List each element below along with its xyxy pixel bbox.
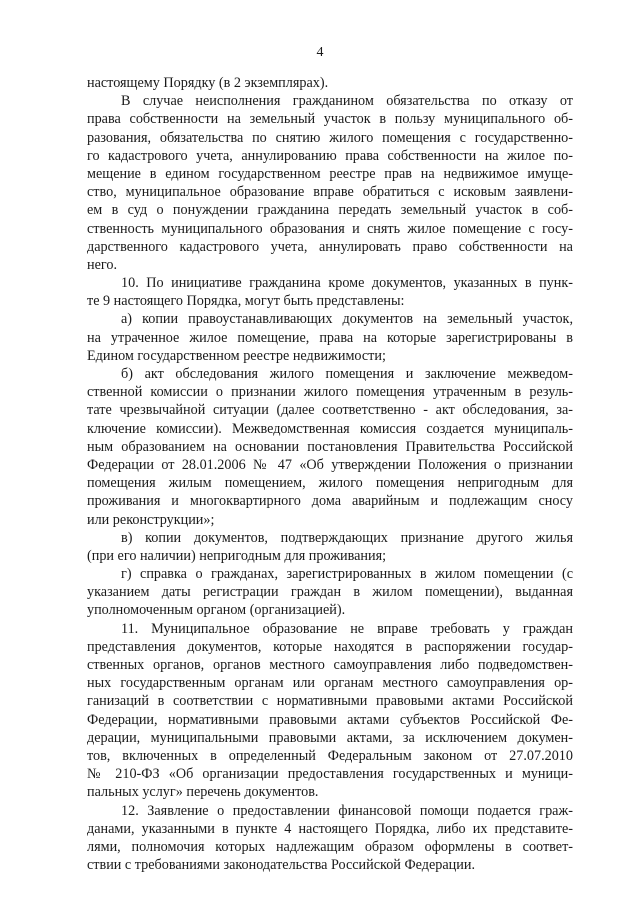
text-line: ствии с требованиями законодательства Российской Федерации. [87,857,475,874]
text-line: г) справка о гражданах, зарегистрированных в жилом помещении (с [121,566,573,583]
text-line: 11. Муниципальное образование не вправе требовать у граждан [121,620,573,637]
text-line: тов, включенных в определенный Федеральным законом от 27.07.2010 [87,747,573,764]
text-line: ем в суд о понуждении гражданина передать земельный участок в соб- [87,202,573,219]
text-line: Федерации от 28.01.2006 № 47 «Об утверждении Положения о признании [87,456,573,473]
text-line: го кадастрового учета, аннулированию права собственности на жилое по- [87,147,573,164]
text-line: дарственного кадастрового учета, аннулировать право собственности на [87,238,573,255]
text-line: Федерации, нормативными правовыми актами субъектов Российской Фе- [87,711,573,728]
text-line: дерации, муниципальными правовыми актами, за исключением докумен- [87,729,573,746]
text-line: ственных органов, органов местного самоуправления либо подведомствен- [87,657,573,673]
text-line: Едином государственном реестре недвижимости; [87,347,386,364]
text-line: тате чрезвычайной ситуации (далее соответственно - акт обследования, за- [87,402,573,419]
text-line: ганизаций в соответствии с нормативными правовыми актами Российской [87,693,573,710]
text-line: разования, обязательства по снятию жилого помещения с государственно- [87,129,573,146]
text-line: представления документов, которые находятся в распоряжении государ- [87,638,573,655]
text-line: права собственности на земельный участок в пользу муниципального об- [87,111,573,128]
text-line: в) копии документов, подтверждающих признание другого жилья [121,529,573,546]
text-line: 10. По инициативе гражданина кроме документов, указанных в пунк- [121,275,573,292]
text-line: 12. Заявление о предоставлении финансовой помощи подается граж- [121,802,573,819]
text-line: указанием даты регистрации граждан в жилом помещении), выданная [87,584,573,601]
text-line: проживания и многоквартирного дома аварийным и подлежащим сносу [87,493,573,510]
page-number: 4 [316,45,324,60]
document-body [87,74,573,874]
text-line: него. [87,256,117,273]
text-line: ственность муниципального образования и снять жилое помещение с госу- [87,220,573,237]
text-line: настоящему Порядку (в 2 экземплярах). [87,75,329,91]
text-line: ных государственным органам или органам местного самоуправления ор- [87,675,573,692]
text-line: данами, указанными в пункте 4 настоящего Порядка, либо их представите- [87,820,573,837]
text-line: ным образованием на основании постановления Правительства Российской [87,438,573,455]
text-line: пальных услуг» перечень документов. [87,784,319,801]
text-line: мещение в едином государственном реестре прав на недвижимое имуще- [87,165,573,182]
text-line: В случае неисполнения гражданином обязательства по отказу от [121,93,573,110]
text-line: на утраченное жилое помещение, права на которые зарегистрированы в [87,329,573,346]
text-line: б) акт обследования жилого помещения и заключение межведом- [121,366,573,382]
text-line: ключение комиссии). Межведомственная комиссия создается муниципаль- [87,420,573,437]
text-line: ство, муниципальное образование вправе обратиться с исковым заявлени- [87,184,573,201]
text-line: лями, полномочия которых надлежащим образом оформлены в соответ- [87,838,573,855]
text-line: ственной комиссии о признании жилого помещения утраченным в резуль- [87,384,573,401]
text-line: помещения жилым помещением, жилого помещения непригодным для [87,475,573,492]
text-line: уполномоченным органом (организацией). [87,602,346,619]
text-line: а) копии правоустанавливающих документов на земельный участок, [121,311,573,328]
text-line: или реконструкции»; [87,511,215,528]
text-line: (при его наличии) непригодным для проживания; [87,547,387,564]
text-line: № 210-ФЗ «Об организации предоставления государственных и муници- [87,766,573,783]
text-line: те 9 настоящего Порядка, могут быть представлены: [87,293,405,310]
